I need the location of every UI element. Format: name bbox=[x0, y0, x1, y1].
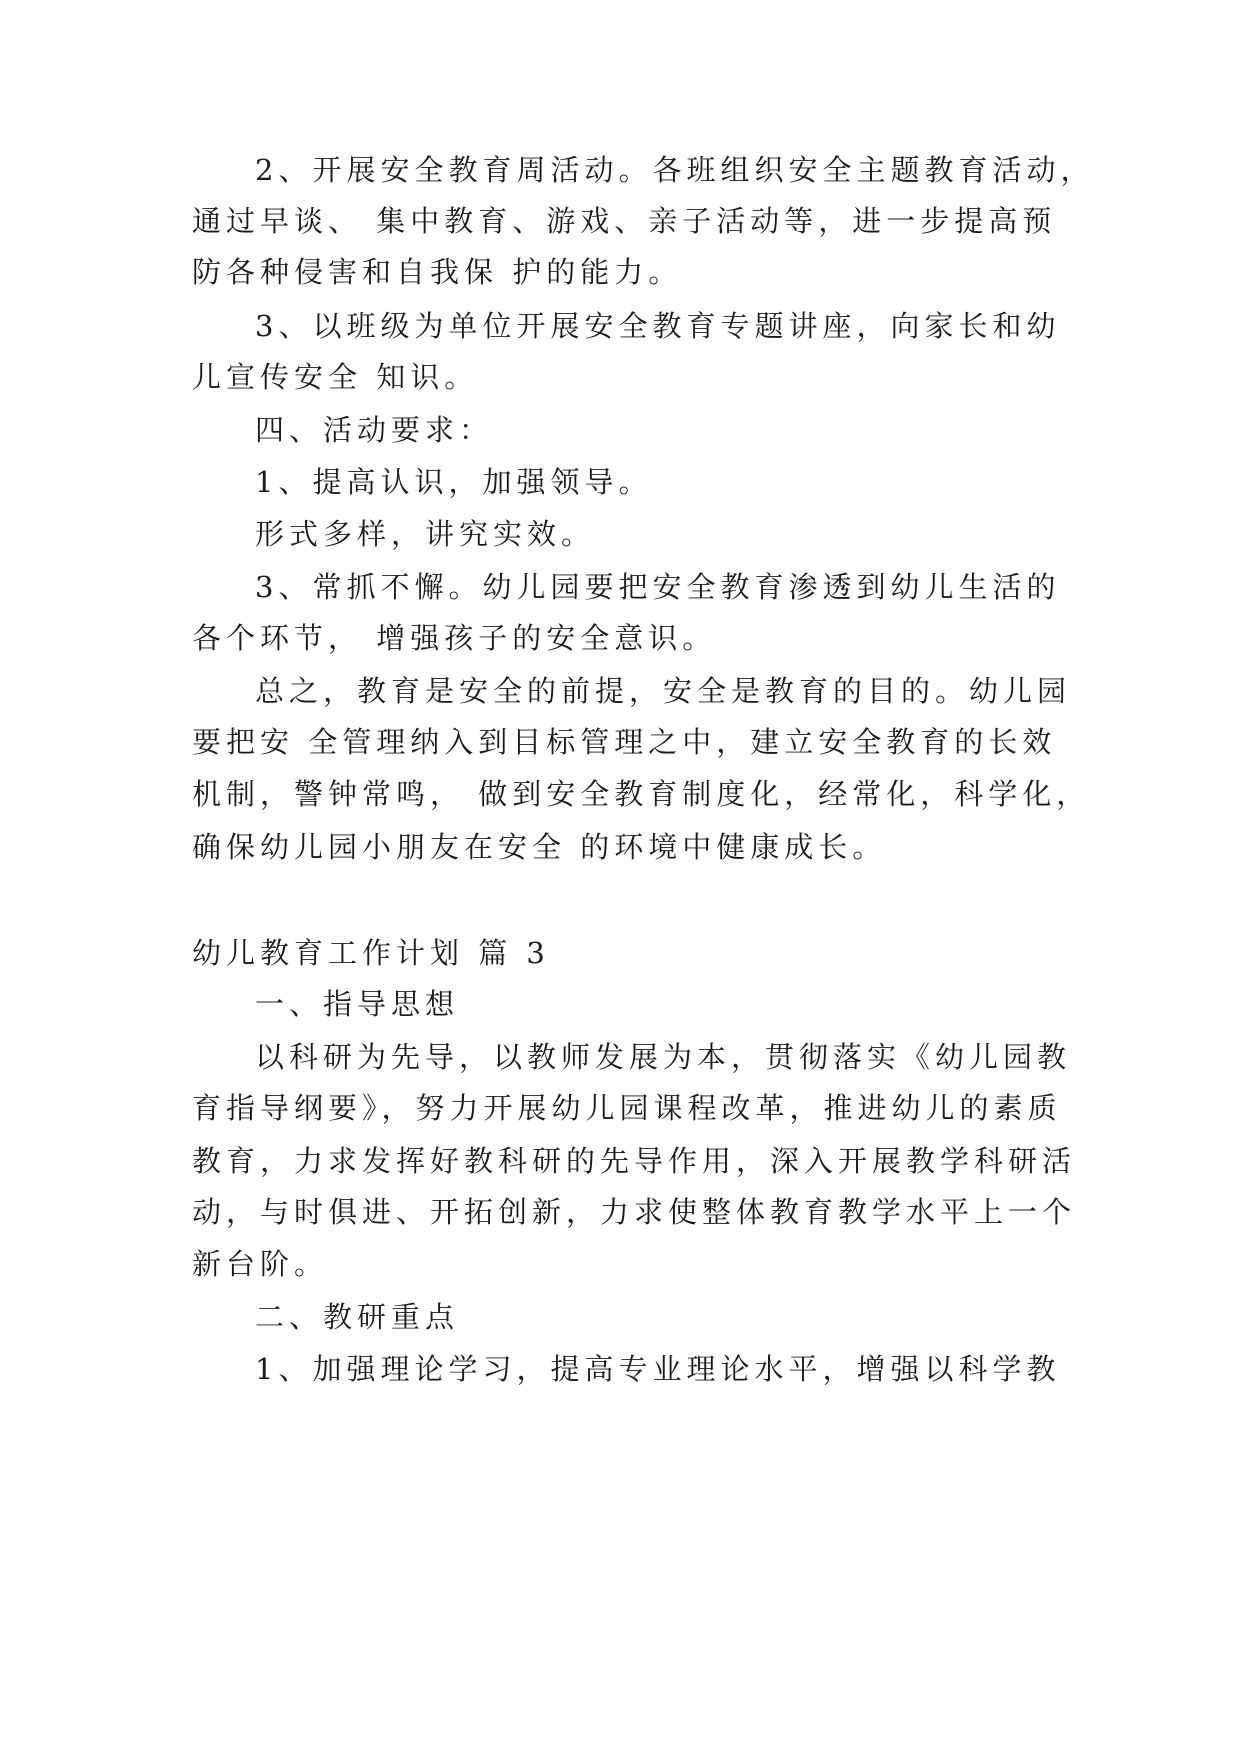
paragraph-line: 要把安 全管理纳入到目标管理之中，建立安全教育的长效 bbox=[192, 725, 1057, 759]
paragraph-line: 3、常抓不懈。幼儿园要把安全教育渗透到幼儿生活的 bbox=[255, 570, 1061, 604]
paragraph-line: 总之，教育是安全的前提，安全是教育的目的。幼儿园 bbox=[255, 674, 1072, 708]
paragraph-line: 教育，力求发挥好教科研的先导作用，深入开展教学科研活 bbox=[192, 1144, 1077, 1178]
paragraph-line: 动，与时俱进、开拓创新，力求使整体教育教学水平上一个 bbox=[192, 1195, 1077, 1229]
paragraph-line: 新台阶。 bbox=[192, 1247, 329, 1281]
paragraph-line: 各个环节， 增强孩子的安全意识。 bbox=[192, 621, 717, 655]
paragraph-line: 以科研为先导，以教师发展为本，贯彻落实《幼儿园教 bbox=[255, 1040, 1072, 1074]
paragraph-line: 机制，警钟常鸣， 做到安全教育制度化，经常化，科学化， bbox=[192, 777, 1091, 811]
section-heading: 四、活动要求： bbox=[255, 413, 494, 447]
section-heading: 一、指导思想 bbox=[255, 987, 460, 1021]
paragraph-line: 通过早谈、 集中教育、游戏、亲子活动等，进一步提高预 bbox=[192, 204, 1057, 238]
paragraph-line: 2、开展安全教育周活动。各班组织安全主题教育活动， bbox=[255, 153, 1095, 187]
paragraph-line: 育指导纲要》，努力开展幼儿园课程改革，推进幼儿的素质 bbox=[192, 1091, 1062, 1125]
paragraph-line: 防各种侵害和自我保 护的能力。 bbox=[192, 255, 683, 289]
paragraph-line: 儿宣传安全 知识。 bbox=[192, 360, 479, 394]
document-title: 幼儿教育工作计划 篇 3 bbox=[192, 936, 550, 970]
paragraph-line: 3、以班级为单位开展安全教育专题讲座，向家长和幼 bbox=[255, 309, 1061, 343]
paragraph-line: 形式多样，讲究实效。 bbox=[255, 517, 596, 551]
paragraph-line: 1、提高认识，加强领导。 bbox=[255, 465, 653, 499]
section-heading: 二、教研重点 bbox=[255, 1300, 460, 1334]
paragraph-line: 1、加强理论学习，提高专业理论水平，增强以科学教 bbox=[255, 1352, 1061, 1386]
paragraph-line: 确保幼儿园小朋友在安全 的环境中健康成长。 bbox=[192, 830, 887, 864]
